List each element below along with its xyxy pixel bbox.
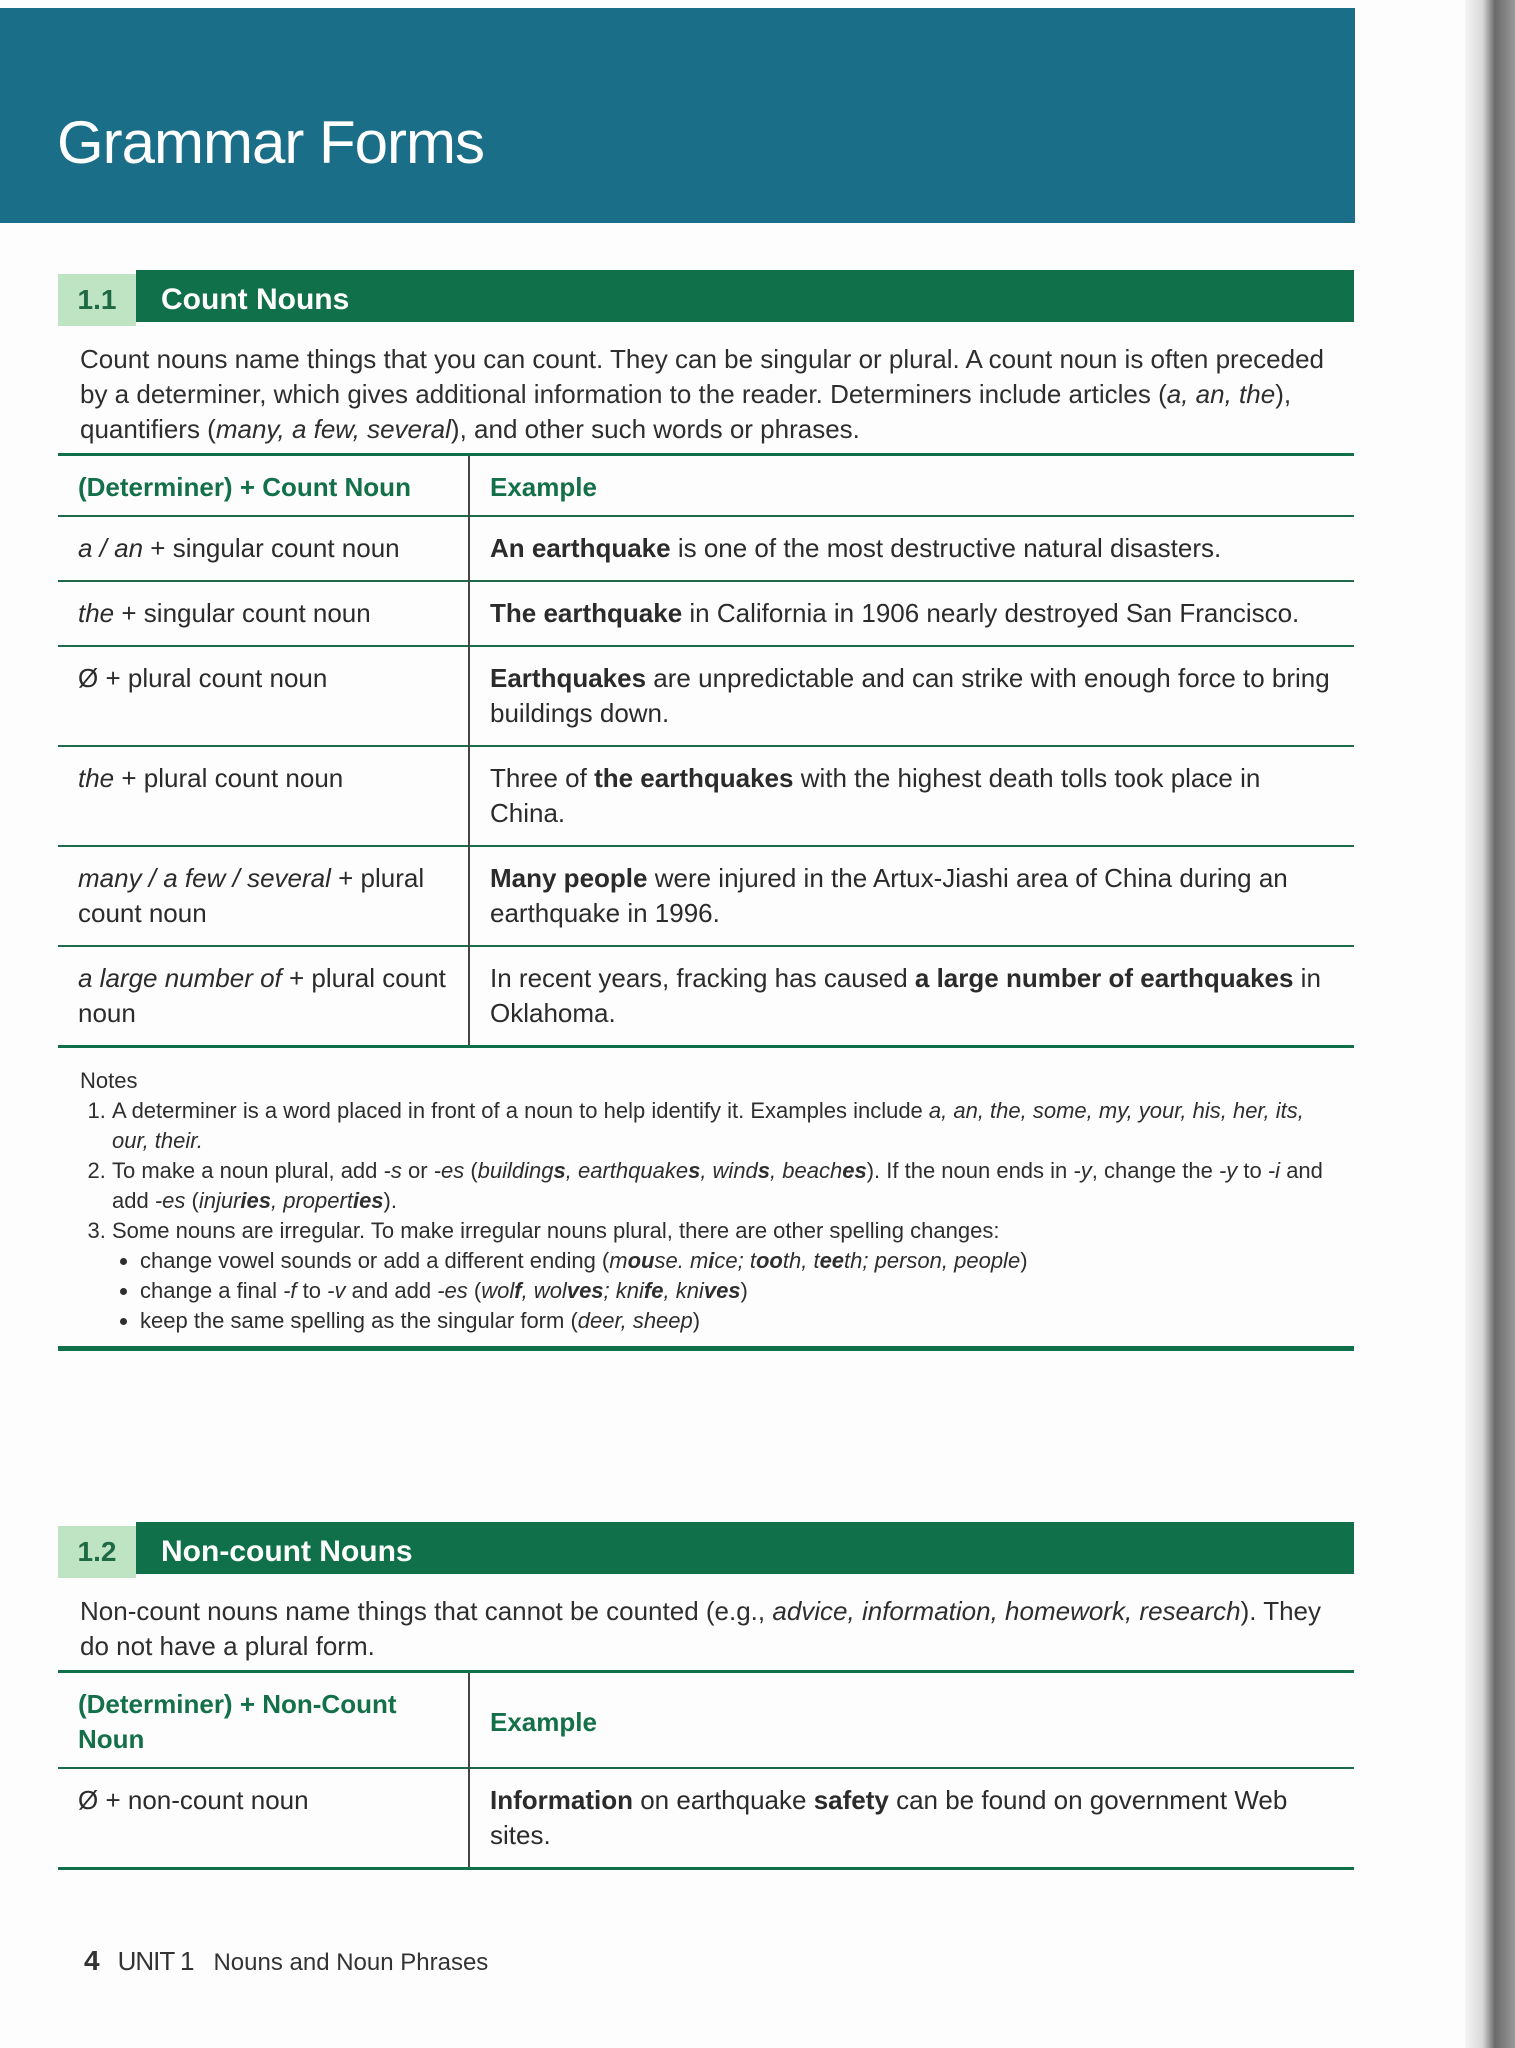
table-row	[58, 1768, 1354, 1869]
table-row	[58, 846, 1354, 946]
form-cell: the + singular count noun	[58, 581, 469, 646]
form-cell: Ø + plural count noun	[58, 646, 469, 746]
table-row	[58, 946, 1354, 1047]
page-edge-shadow	[1465, 0, 1515, 2048]
bullet-item: • change a final -f to -v and add -es (wolf, wolves; knife, knives)	[140, 1276, 1324, 1306]
notes-box	[58, 1048, 1354, 1351]
section-intro: Non-count nouns name things that cannot be counted (e.g., advice, information, homework, research). They do not have a plural form.	[80, 1596, 1321, 1661]
example-cell: The earthquake in California in 1906 nearly destroyed San Francisco.	[469, 581, 1354, 646]
page-number: 4	[84, 1945, 100, 1976]
example-cell: An earthquake is one of the most destructive natural disasters.	[469, 516, 1354, 581]
bullet-item: • keep the same spelling as the singular form (deer, sheep)	[140, 1306, 1324, 1336]
notes-label: Notes	[80, 1068, 138, 1093]
example-cell: In recent years, fracking has caused a large number of earthquakes in Oklahoma.	[469, 946, 1354, 1047]
column-header-example: Example	[490, 472, 597, 502]
column-header-form: (Determiner) + Count Noun	[58, 455, 469, 517]
form-cell: many / a few / several + plural count noun	[58, 846, 469, 946]
table-row	[58, 746, 1354, 846]
note-item: 1. A determiner is a word placed in front of a noun to help identify it. Examples include a, an, the, some, my, your, his, her, its, our, their.	[112, 1096, 1324, 1156]
notes-list	[80, 1096, 1324, 1336]
section-number: 1.1	[58, 274, 136, 326]
section-heading	[58, 270, 1354, 328]
section-non-count-nouns	[58, 1522, 1354, 1870]
non-count-nouns-table	[58, 1670, 1354, 1870]
page-title: Grammar Forms	[57, 109, 484, 176]
section-number: 1.2	[58, 1526, 136, 1578]
bullet-list	[112, 1246, 1324, 1336]
bullet-item: • change vowel sounds or add a different ending (mouse. mice; tooth, teeth; person, people)	[140, 1246, 1324, 1276]
column-header-example: Example	[490, 1706, 597, 1737]
section-heading	[58, 1522, 1354, 1580]
table-row	[58, 646, 1354, 746]
form-cell: the + plural count noun	[58, 746, 469, 846]
page-footer	[84, 1945, 488, 1977]
unit-topic: Nouns and Noun Phrases	[213, 1949, 489, 1976]
form-cell: a / an + singular count noun	[58, 516, 469, 581]
table-header-row	[58, 455, 1354, 517]
table-row	[58, 516, 1354, 581]
table-row	[58, 581, 1354, 646]
column-header-form: (Determiner) + Non-Count Noun	[58, 1672, 469, 1769]
example-cell: Information on earthquake safety can be found on government Web sites.	[469, 1768, 1354, 1869]
note-item: 2. To make a noun plural, add -s or -es (buildings, earthquakes, winds, beaches). If the noun ends in -y, change the -y to -i and add -es (injuries, properties).	[112, 1156, 1324, 1216]
example-cell: Many people were injured in the Artux-Jiashi area of China during an earthquake in 1996.	[469, 846, 1354, 946]
table-header-row	[58, 1672, 1354, 1769]
form-cell: Ø + non-count noun	[58, 1768, 469, 1869]
section-title: Non-count Nouns	[161, 1535, 413, 1568]
count-nouns-table	[58, 453, 1354, 1048]
section-intro: Count nouns name things that you can count. They can be singular or plural. A count noun is often preceded by a determiner, which gives additional information to the reader. Determiners include articles (a, an, the), quantifiers (many, a few, several), and other such words or phrases.	[80, 344, 1325, 444]
section-count-nouns	[58, 270, 1354, 1351]
header-band	[0, 8, 1355, 223]
section-title: Count Nouns	[161, 283, 350, 316]
note-item: 3. Some nouns are irregular. To make irregular nouns plural, there are other spelling changes: • change vowel sounds or add a different ending (mouse. mice; tooth, teeth; person, people) • change a final -f to -v and add -es (wolf, wolves; knife, knives) • keep the same spelling as the singular form (deer, sheep)	[112, 1216, 1324, 1336]
example-cell: Three of the earthquakes with the highest death tolls took place in China.	[469, 746, 1354, 846]
example-cell: Earthquakes are unpredictable and can strike with enough force to bring buildings down.	[469, 646, 1354, 746]
unit-label: UNIT 1	[117, 1946, 194, 1976]
form-cell: a large number of + plural count noun	[58, 946, 469, 1047]
